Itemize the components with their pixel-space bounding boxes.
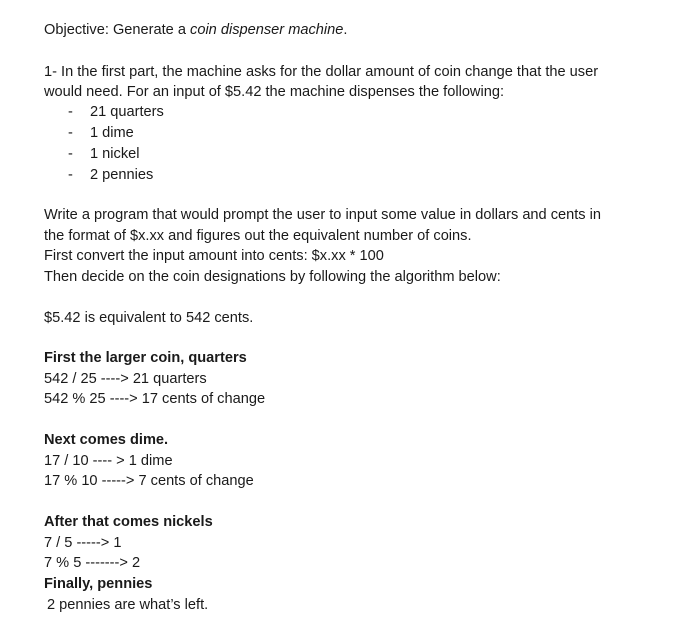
- list-bullet: -: [68, 167, 73, 183]
- nickel-division: 7 / 5 -----> 1: [44, 535, 122, 551]
- list-bullet: -: [68, 104, 73, 120]
- dime-heading: Next comes dime.: [44, 432, 169, 448]
- instructions-line-4: Then decide on the coin designations by following the algorithm below:: [44, 269, 501, 285]
- dime-division: 17 / 10 ---- > 1 dime: [44, 453, 173, 469]
- instructions-line-3: First convert the input amount into cents: $x.xx * 100: [44, 248, 384, 264]
- list-item-dime: 1 dime: [90, 125, 134, 141]
- nickel-heading: After that comes nickels: [44, 514, 213, 530]
- nickel-remainder: 7 % 5 -------> 2: [44, 555, 141, 571]
- intro-line-1: 1- In the first part, the machine asks for the dollar amount of coin change that the user: [44, 64, 599, 80]
- quarters-heading: First the larger coin, quarters: [44, 350, 247, 366]
- list-item-pennies: 2 pennies: [90, 167, 154, 183]
- quarters-remainder: 542 % 25 ----> 17 cents of change: [44, 391, 266, 407]
- instructions-line-1: Write a program that would prompt the user to input some value in dollars and cents in: [44, 207, 602, 223]
- intro-line-2: would need. For an input of $5.42 the machine dispenses the following:: [44, 84, 505, 100]
- instructions-line-2: the format of $x.xx and figures out the equivalent number of coins.: [44, 228, 472, 244]
- equivalence-line: $5.42 is equivalent to 542 cents.: [44, 310, 254, 326]
- objective-suffix: .: [343, 22, 348, 38]
- quarters-division: 542 / 25 ----> 21 quarters: [44, 371, 207, 387]
- list-bullet: -: [68, 146, 73, 162]
- pennies-left: 2 pennies are what’s left.: [47, 597, 209, 613]
- objective-line: [44, 20, 347, 40]
- list-bullet: -: [68, 125, 73, 141]
- objective-prefix: Objective: Generate a: [44, 22, 191, 38]
- list-item-quarters: 21 quarters: [90, 104, 164, 120]
- objective-emphasis: coin dispenser machine: [190, 22, 344, 38]
- list-item-nickel: 1 nickel: [90, 146, 140, 162]
- pennies-heading: Finally, pennies: [44, 576, 153, 592]
- dime-remainder: 17 % 10 -----> 7 cents of change: [44, 473, 254, 489]
